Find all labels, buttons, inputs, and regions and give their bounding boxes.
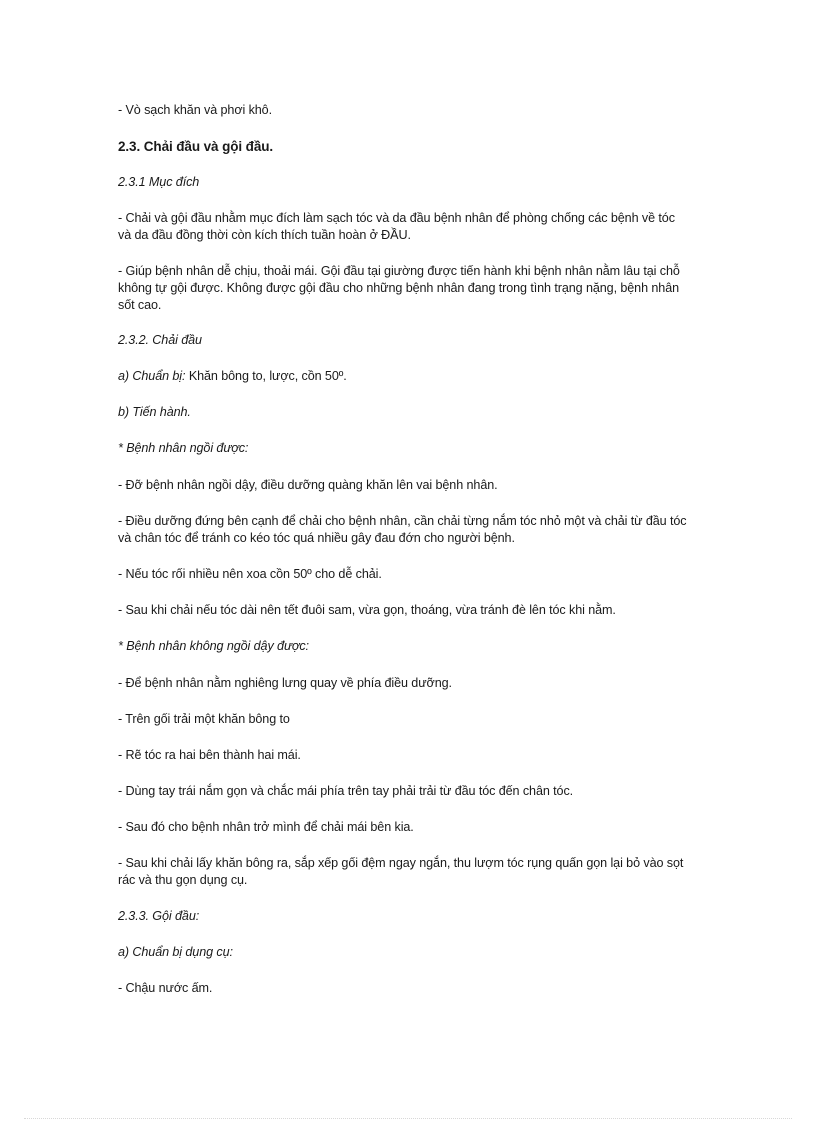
- paragraph-warm-water: - Chậu nước ấm.: [118, 981, 213, 995]
- paragraph-turn-side: - Để bệnh nhân nằm nghiêng lưng quay về phía điều dưỡng.: [118, 676, 452, 690]
- page-bottom-divider: [24, 1118, 792, 1119]
- paragraph-part-hair: - Rẽ tóc ra hai bên thành hai mái.: [118, 748, 301, 762]
- paragraph-turn-over: - Sau đó cho bệnh nhân trở mình để chải mái bên kia.: [118, 820, 414, 834]
- prepare-label: a) Chuẩn bị:: [118, 369, 186, 383]
- prepare-text: Khăn bông to, lược, cồn 50º.: [185, 369, 347, 383]
- paragraph-prepare: [118, 368, 347, 385]
- paragraph-hold-hair: - Dùng tay trái nắm gọn và chắc mái phía trên tay phải trải từ đầu tóc đến chân tóc.: [118, 784, 574, 798]
- section-heading-2-3: 2.3. Chải đầu và gội đầu.: [118, 139, 274, 154]
- paragraph-braid: - Sau khi chải nếu tóc dài nên tết đuôi sam, vừa gọn, thoáng, vừa tránh đè lên tóc khi nằm.: [118, 603, 616, 617]
- paragraph-cleanup: - Sau khi chải lấy khăn bông ra, sắp xếp gối đệm ngay ngắn, thu lượm tóc rụng quấn gọn lại bỏ vào sọt rác và thu gọn dụng cụ.: [118, 856, 684, 887]
- subheading-2-3-3: 2.3.3. Gội đầu:: [118, 909, 200, 923]
- subheading-2-3-2: 2.3.2. Chải đầu: [118, 333, 202, 347]
- paragraph-purpose-2: - Giúp bệnh nhân dễ chịu, thoải mái. Gội đầu tại giường được tiến hành khi bệnh nhân nằm lâu tại chỗ không tự gội được. Không được gội đầu cho những bệnh nhân đang trong tình trạng nặng, bệnh nhân sốt cao.: [118, 264, 680, 312]
- subheading-2-3-1: 2.3.1 Mục đích: [118, 175, 200, 189]
- subheading-patient-sitting: * Bệnh nhân ngồi được:: [118, 441, 249, 455]
- paragraph-nurse-stand: - Điều dưỡng đứng bên cạnh để chải cho bệnh nhân, cần chải từng nắm tóc nhỏ một và chải từ đầu tóc và chân tóc để tránh co kéo tóc quá nhiều gây đau đớn cho người bệnh.: [118, 514, 687, 545]
- paragraph-towel-pillow: - Trên gối trải một khăn bông to: [118, 712, 290, 726]
- paragraph-wash-towel: - Vò sạch khăn và phơi khô.: [118, 103, 272, 117]
- paragraph-tangled-hair: - Nếu tóc rối nhiều nên xoa cồn 50º cho dễ chải.: [118, 567, 382, 581]
- paragraph-purpose-1: - Chải và gội đầu nhằm mục đích làm sạch tóc và da đầu bệnh nhân để phòng chống các bệnh về tóc và da đầu đồng thời còn kích thích tuần hoàn ở ĐẦU.: [118, 211, 675, 242]
- subheading-patient-lying: * Bệnh nhân không ngồi dậy được:: [118, 639, 309, 653]
- subheading-prepare-tools: a) Chuẩn bị dụng cụ:: [118, 945, 233, 959]
- paragraph-help-sit: - Đỡ bệnh nhân ngồi dậy, điều dưỡng quàng khăn lên vai bệnh nhân.: [118, 478, 498, 492]
- subheading-procedure: b) Tiến hành.: [118, 405, 191, 419]
